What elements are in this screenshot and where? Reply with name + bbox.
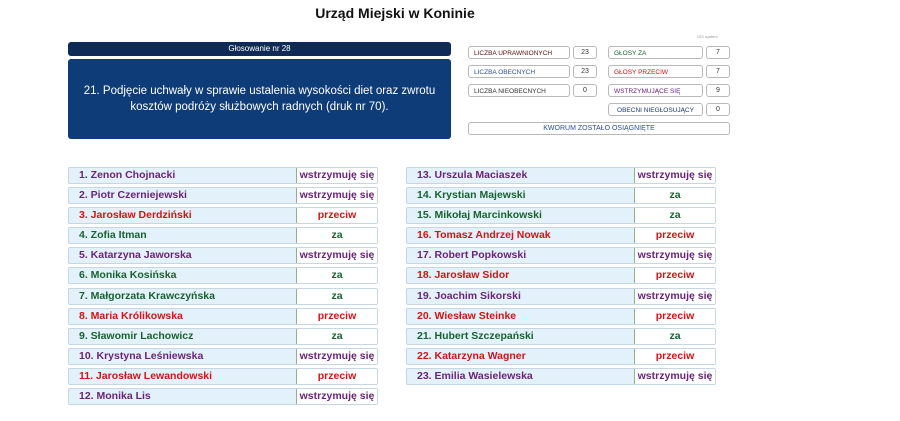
councillor-row [68,348,378,365]
stat-notvoting-value: 0 [706,103,730,116]
councillor-row [406,167,716,184]
councillor-name: 11. Jarosław Lewandowski [79,370,213,382]
councillor-name: 4. Zofia Itman [79,229,147,241]
councillor-vote: wstrzymuję się [296,168,377,183]
councillor-vote: wstrzymuję się [634,369,715,384]
councillor-name: 17. Robert Popkowski [417,249,527,261]
stat-against-label: GŁOSY PRZECIW [608,65,703,78]
councillor-row [68,167,378,184]
councillor-row [406,187,716,204]
councillor-vote: za [634,329,715,344]
stat-abstain-label: WSTRZYMUJĄCE SIĘ [608,84,703,97]
system-logo: GIS system [697,34,718,39]
councillor-vote: wstrzymuję się [296,349,377,364]
stat-abstain-value: 9 [706,84,730,97]
stat-entitled-label: LICZBA UPRAWNIONYCH [468,46,570,59]
councillor-vote: wstrzymuję się [296,188,377,203]
councillor-row [406,267,716,284]
councillor-name: 22. Katarzyna Wagner [417,350,526,362]
stat-absent-label: LICZBA NIEOBECNYCH [468,84,570,97]
councillor-name: 19. Joachim Sikorski [417,290,521,302]
vote-subject-panel [68,59,451,139]
stat-notvoting-label: OBECNI NIEGŁOSUJĄCY [608,103,703,116]
councillor-name: 21. Hubert Szczepański [417,330,534,342]
councillor-vote: przeciw [634,309,715,324]
councillor-row [68,207,378,224]
councillor-vote: za [296,228,377,243]
stat-present-label: LICZBA OBECNYCH [468,65,570,78]
councillor-name: 18. Jarosław Sidor [417,269,510,281]
stat-entitled-value: 23 [573,46,597,59]
councillor-vote: za [634,188,715,203]
councillor-name: 7. Małgorzata Krawczyńska [79,290,215,302]
councillor-name: 1. Zenon Chojnacki [79,169,176,181]
councillor-vote: za [296,329,377,344]
councillor-row [406,368,716,385]
councillor-row [68,328,378,345]
councillor-name: 8. Maria Królikowska [79,310,183,322]
councillor-row [68,308,378,325]
page-title: Urząd Miejski w Koninie [315,5,475,21]
stat-for-label: GŁOSY ZA [608,46,703,59]
councillor-vote: przeciw [634,228,715,243]
councillor-vote: wstrzymuję się [634,289,715,304]
councillor-row [406,227,716,244]
councillor-vote: za [296,268,377,283]
councillor-vote: wstrzymuję się [634,168,715,183]
stat-against-value: 7 [706,65,730,78]
councillor-row [68,187,378,204]
councillor-name: 10. Krystyna Leśniewska [79,350,204,362]
councillor-vote: przeciw [296,208,377,223]
councillor-vote: przeciw [296,369,377,384]
councillor-name: 3. Jarosław Derdziński [79,209,192,221]
councillor-name: 5. Katarzyna Jaworska [79,249,192,261]
councillor-name: 6. Monika Kosińska [79,269,177,281]
councillor-vote: za [296,289,377,304]
councillor-name: 16. Tomasz Andrzej Nowak [417,229,551,241]
councillor-row [406,288,716,305]
councillor-vote: przeciw [296,309,377,324]
stat-absent-value: 0 [573,84,597,97]
vote-subject-text: 21. Podjęcie uchwały w sprawie ustalenia wysokości diet oraz zwrotu kosztów podróży służbowych radnych (druk nr 70). [83,85,436,113]
councillor-vote: za [634,208,715,223]
councillor-row [68,267,378,284]
councillor-row [406,348,716,365]
councillor-row [68,368,378,385]
councillor-row [406,207,716,224]
councillor-vote: przeciw [634,268,715,283]
councillor-name: 9. Sławomir Lachowicz [79,330,194,342]
councillor-name: 12. Monika Lis [79,390,151,402]
councillor-row [406,308,716,325]
stat-present-value: 23 [573,65,597,78]
councillor-row [68,247,378,264]
councillor-row [406,328,716,345]
councillor-name: 23. Emilia Wasielewska [417,370,533,382]
councillor-name: 13. Urszula Maciaszek [417,169,528,181]
councillor-row [68,288,378,305]
councillor-name: 2. Piotr Czerniejewski [79,189,187,201]
councillor-vote: wstrzymuję się [296,389,377,404]
councillor-row [68,388,378,405]
councillor-name: 14. Krystian Majewski [417,189,526,201]
councillor-vote: przeciw [634,349,715,364]
stat-for-value: 7 [706,46,730,59]
councillor-name: 15. Mikołaj Marcinkowski [417,209,542,221]
councillor-row [68,227,378,244]
councillor-name: 20. Wiesław Steinke [417,310,517,322]
vote-number-header: Głosowanie nr 28 [68,42,451,56]
councillor-vote: wstrzymuję się [296,248,377,263]
councillor-vote: wstrzymuję się [634,248,715,263]
councillor-row [406,247,716,264]
quorum-status: KWORUM ZOSTAŁO OSIĄGNIĘTE [468,122,730,135]
